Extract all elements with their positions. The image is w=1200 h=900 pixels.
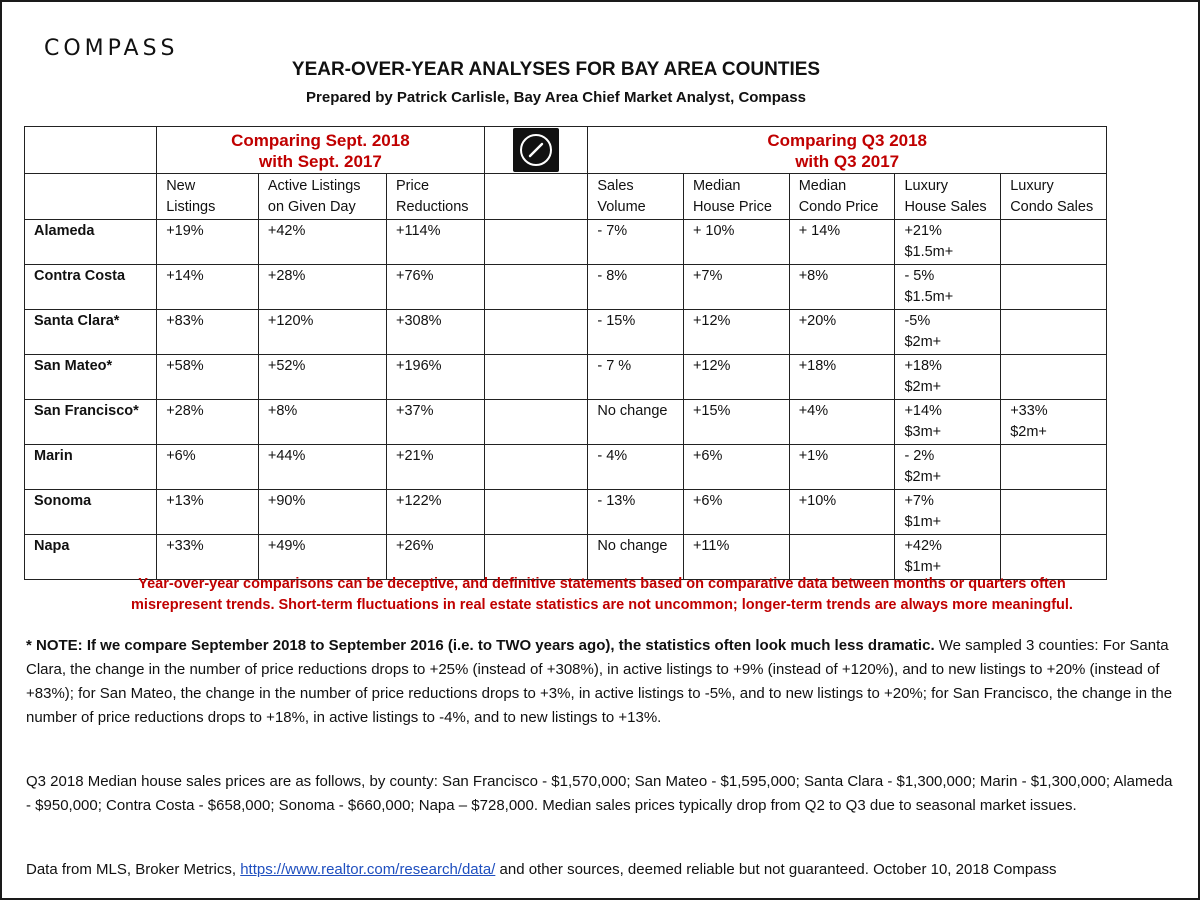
luxury-threshold: $1.5m+ [904, 289, 954, 305]
table-cell: +12% [683, 355, 789, 400]
luxury-cell [895, 490, 1001, 535]
column-header [895, 174, 1001, 220]
luxury-cell [895, 265, 1001, 310]
luxury-change: - 2% [904, 448, 935, 464]
column-header [157, 174, 259, 220]
column-header [683, 174, 789, 220]
luxury-cell [895, 355, 1001, 400]
group-header-row [25, 127, 1107, 174]
county-name: Santa Clara* [25, 310, 157, 355]
column-header-line1: Median [798, 178, 847, 194]
table-cell [484, 535, 588, 580]
compass-logo: COMPASS [44, 36, 179, 61]
column-header-line1: Luxury [1010, 178, 1054, 194]
luxury-change: - 5% [904, 268, 935, 284]
table-cell: +26% [387, 535, 485, 580]
warning-line2: misrepresent trends. Short-term fluctuations in real estate statistics are not uncommon; longer-term trends are always more meaningful. [131, 597, 1073, 613]
median-prices-paragraph: Q3 2018 Median house sales prices are as follows, by county: San Francisco - $1,570,000; San Mateo - $1,595,000; Santa Clara - $1,300,000; Marin - $1,300,000; Alameda - $950,000; Contra Costa - $658,000; Sonoma - $660,000; Napa – $728,000. Median sales prices typically drop from Q2 to Q3 due to seasonal market issues. [26, 773, 1173, 814]
table-cell: +42% [258, 220, 386, 265]
column-header [387, 174, 485, 220]
column-header [484, 174, 588, 220]
column-header-line2: Condo Sales [1010, 199, 1094, 215]
luxury-threshold: $1.5m+ [904, 244, 954, 260]
table-cell: - 7% [588, 220, 684, 265]
table-cell: - 4% [588, 445, 684, 490]
luxury-cell [1001, 220, 1107, 265]
table-cell: +37% [387, 400, 485, 445]
table-cell: +4% [789, 400, 895, 445]
county-name: Sonoma [25, 490, 157, 535]
table-row [25, 355, 1107, 400]
table-cell [789, 535, 895, 580]
column-header-line1: Luxury [904, 178, 948, 194]
luxury-change: +21% [904, 223, 942, 239]
table-cell: +14% [157, 265, 259, 310]
table-cell [484, 265, 588, 310]
table-cell: +90% [258, 490, 386, 535]
luxury-cell [895, 220, 1001, 265]
column-header-line1: Price [396, 178, 430, 194]
table-cell: - 15% [588, 310, 684, 355]
luxury-threshold: $3m+ [904, 424, 942, 440]
column-header [258, 174, 386, 220]
table-cell: +15% [683, 400, 789, 445]
luxury-cell [895, 535, 1001, 580]
luxury-threshold: $2m+ [904, 334, 942, 350]
table-cell: +6% [157, 445, 259, 490]
column-header-line2: Reductions [396, 199, 469, 215]
luxury-threshold: $2m+ [904, 379, 942, 395]
column-header-line2: House Sales [904, 199, 987, 215]
table-cell: +83% [157, 310, 259, 355]
column-header-line1: Sales [597, 178, 634, 194]
table-cell: +7% [683, 265, 789, 310]
group-header-sept-line2: with Sept. 2017 [259, 152, 382, 171]
column-header-line2: House Price [692, 199, 772, 215]
page-subtitle: Prepared by Patrick Carlisle, Bay Area Chief Market Analyst, Compass [306, 89, 806, 106]
luxury-threshold: $1m+ [904, 514, 942, 530]
note-paragraph [26, 634, 1176, 730]
group-header-q3-line1: Comparing Q3 2018 [767, 131, 928, 150]
county-name: Contra Costa [25, 265, 157, 310]
luxury-cell [1001, 265, 1107, 310]
table-cell: +28% [157, 400, 259, 445]
table-cell: +10% [789, 490, 895, 535]
column-header-line1: Median [692, 178, 741, 194]
group-header-q3 [588, 127, 1107, 174]
table-row [25, 265, 1107, 310]
icon-cell [484, 127, 588, 174]
warning-line1: Year-over-year comparisons can be deceptive, and definitive statements based on comparative data between months or quarters often [138, 576, 1066, 592]
note-bold-lead: * NOTE: If we compare September 2018 to September 2016 (i.e. to TWO years ago), the statistics often look much less dramatic. [26, 637, 935, 654]
table-cell: +196% [387, 355, 485, 400]
table-cell [484, 445, 588, 490]
county-name: Napa [25, 535, 157, 580]
column-header-line2: Volume [597, 199, 646, 215]
table-cell: +18% [789, 355, 895, 400]
table-row [25, 535, 1107, 580]
table-cell: +76% [387, 265, 485, 310]
table-row [25, 445, 1107, 490]
table-cell: +6% [683, 490, 789, 535]
table-cell [484, 220, 588, 265]
note-body: We sampled 3 counties: For Santa Clara, the change in the number of price reductions drops to +25% (instead of +308%), in active listings to +9% (instead of +120%), and to new listings to +20% (instead of +83%); for San Mateo, the change in the number of price reductions drops to +3%, in active listings to -5%, and to new listings to +20%; for San Francisco, the change in the number of price reductions drops to +18%, in active listings to -4%, and to new listings to +13%. [26, 637, 1173, 726]
table-cell: +44% [258, 445, 386, 490]
column-header [588, 174, 684, 220]
table-cell: +12% [683, 310, 789, 355]
table-cell: - 7 % [588, 355, 684, 400]
table-cell: +11% [683, 535, 789, 580]
group-header-sept [157, 127, 484, 174]
table-cell: +58% [157, 355, 259, 400]
table-cell: +114% [387, 220, 485, 265]
luxury-change: +14% [904, 403, 942, 419]
table-cell: +122% [387, 490, 485, 535]
column-header-line2: Condo Price [798, 199, 879, 215]
table-cell: +52% [258, 355, 386, 400]
luxury-change: +42% [904, 538, 942, 554]
luxury-cell [1001, 535, 1107, 580]
table-cell [484, 310, 588, 355]
empty-corner-cell [25, 127, 157, 174]
source-line [26, 859, 1176, 881]
table-row [25, 310, 1107, 355]
luxury-cell [1001, 400, 1107, 445]
empty-county-header-cell [25, 174, 157, 220]
source-suffix: and other sources, deemed reliable but not guaranteed. October 10, 2018 Compass [495, 861, 1057, 878]
luxury-cell [895, 445, 1001, 490]
luxury-threshold: $2m+ [904, 469, 942, 485]
luxury-change: +33% [1010, 403, 1048, 419]
luxury-cell [1001, 310, 1107, 355]
luxury-change: -5% [904, 313, 931, 329]
table-cell [484, 490, 588, 535]
group-header-q3-line2: with Q3 2017 [795, 152, 900, 171]
table-cell: +28% [258, 265, 386, 310]
table-cell: +8% [258, 400, 386, 445]
luxury-change: +7% [904, 493, 934, 509]
county-name: Alameda [25, 220, 157, 265]
source-prefix: Data from MLS, Broker Metrics, [26, 861, 241, 878]
luxury-threshold: $1m+ [904, 559, 942, 575]
column-header-line2: Listings [166, 199, 216, 215]
column-header-line1: New [166, 178, 196, 194]
warning-disclaimer [2, 574, 1200, 616]
luxury-cell [895, 400, 1001, 445]
county-name: San Francisco* [25, 400, 157, 445]
luxury-cell [1001, 355, 1107, 400]
table-cell: - 8% [588, 265, 684, 310]
table-cell: + 14% [789, 220, 895, 265]
table-cell: +1% [789, 445, 895, 490]
table-cell: - 13% [588, 490, 684, 535]
table-cell: +6% [683, 445, 789, 490]
table-cell: No change [588, 400, 684, 445]
table-cell: +308% [387, 310, 485, 355]
table-cell: No change [588, 535, 684, 580]
luxury-cell [895, 310, 1001, 355]
compass-needle-icon [513, 128, 559, 172]
group-header-sept-line1: Comparing Sept. 2018 [231, 131, 410, 150]
table-cell: +21% [387, 445, 485, 490]
column-header-line2: on Given Day [267, 199, 356, 215]
table-cell [484, 400, 588, 445]
table-cell: +49% [258, 535, 386, 580]
page-title: YEAR-OVER-YEAR ANALYSES FOR BAY AREA COUNTIES [291, 59, 821, 80]
table-cell: +8% [789, 265, 895, 310]
table-cell: +19% [157, 220, 259, 265]
table-row [25, 220, 1107, 265]
column-header [789, 174, 895, 220]
luxury-cell [1001, 445, 1107, 490]
county-name: San Mateo* [25, 355, 157, 400]
county-name: Marin [25, 445, 157, 490]
table-cell: +20% [789, 310, 895, 355]
column-header-row [25, 174, 1107, 220]
table-cell: +33% [157, 535, 259, 580]
table-cell: +13% [157, 490, 259, 535]
column-header [1001, 174, 1107, 220]
county-comparison-table [24, 126, 1107, 580]
table-cell: + 10% [683, 220, 789, 265]
table-row [25, 400, 1107, 445]
table-cell [484, 355, 588, 400]
realtor-data-link[interactable]: https://www.realtor.com/research/data/ [240, 861, 496, 878]
table-row [25, 490, 1107, 535]
column-header-line1: Active Listings [267, 178, 361, 194]
luxury-cell [1001, 490, 1107, 535]
luxury-change: +18% [904, 358, 942, 374]
luxury-threshold: $2m+ [1010, 424, 1047, 440]
table-cell: +120% [258, 310, 386, 355]
